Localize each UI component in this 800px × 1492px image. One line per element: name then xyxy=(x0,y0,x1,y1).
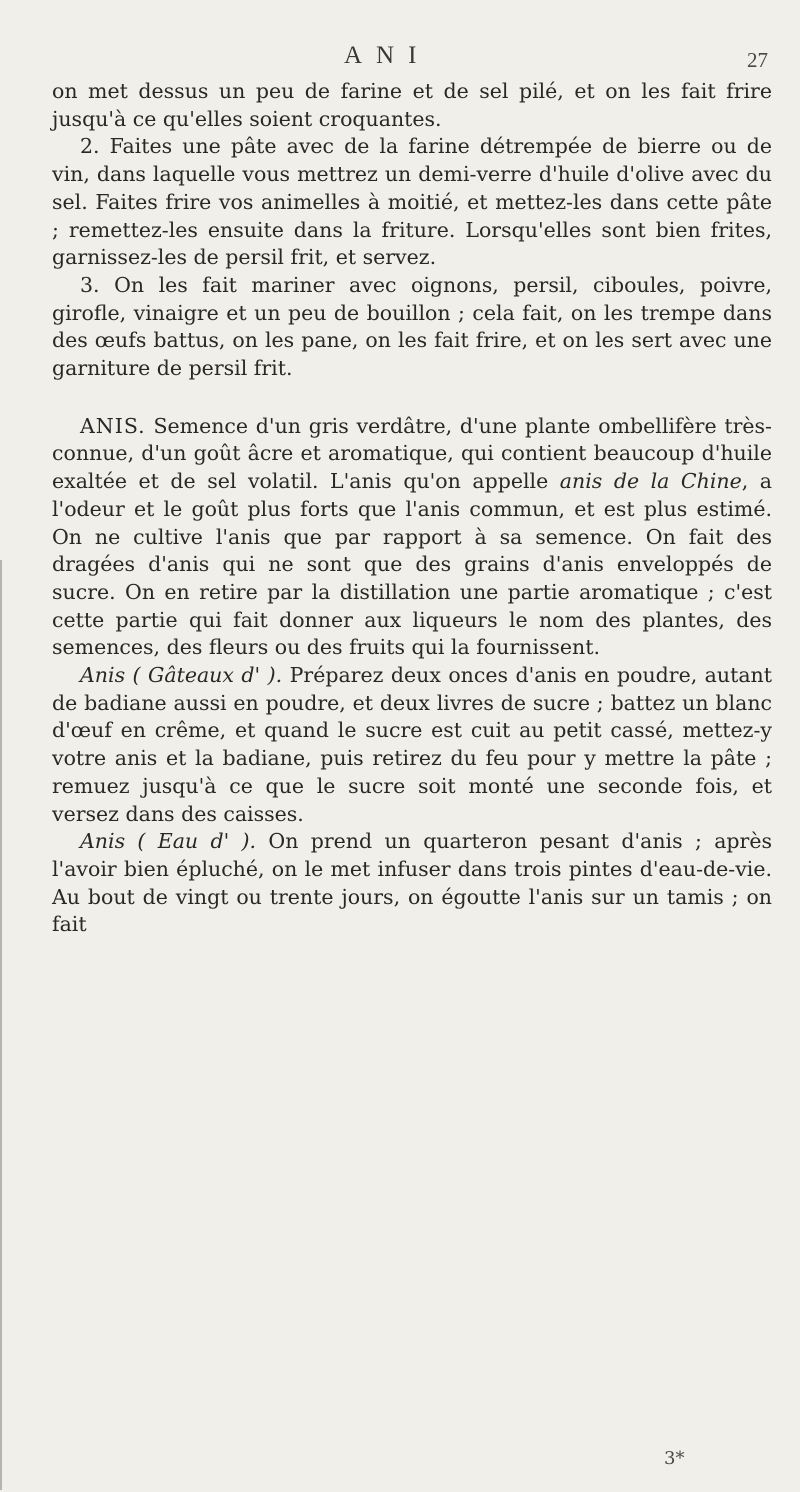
entry-headword: ANIS. xyxy=(80,413,146,438)
subentry-title-eau: Anis ( Eau d' ). xyxy=(80,829,257,854)
entry-anis-text-2: , a l'odeur et le goût plus forts que l'anis commun, et est plus estimé. On ne cultive l'anis que par rapport à sa semence. On fait des dragées d'anis qui ne sont que des grains d'anis enveloppés de sucre. On en retire par la distillation une partie aromatique ; c'est cette partie qui fait donner aux liqueurs le nom des plantes, des semences, des fleurs ou des fruits qui la fournissent. xyxy=(52,469,772,660)
entry-anis-italic: anis de la Chine xyxy=(559,469,742,494)
subentry-eau-text: On prend un quarteron pesant d'anis ; après l'avoir bien épluché, on le met infuser dans trois pintes d'eau-de-vie. Au bout de vingt ou trente jours, on égoutte l'anis sur un tamis ; on fait xyxy=(52,829,772,937)
page-header xyxy=(0,42,800,76)
page-edge-line xyxy=(0,560,2,1490)
body-text xyxy=(52,78,772,939)
page-number: 27 xyxy=(747,48,768,72)
paragraph-method-3: 3. On les fait mariner avec oignons, persil, ciboules, poivre, girofle, vinaigre et un peu de bouillon ; cela fait, on les trempe dans des œufs battus, on les pane, on les fait frire, et on les sert avec une garniture de persil frit. xyxy=(52,272,772,381)
running-head: ANI xyxy=(344,42,431,69)
paragraph-method-2: 2. Faites une pâte avec de la farine détrempée de bierre ou de vin, dans laquelle vous mettrez un demi-verre d'huile d'olive avec du sel. Faites frire vos animelles à moitié, et mettez-les dans cette pâte ; remettez-les ensuite dans la friture. Lorsqu'elles sont bien frites, garnissez-les de persil frit, et servez. xyxy=(52,134,772,270)
entry-anis-eau xyxy=(52,828,772,939)
paragraph-continuation: on met dessus un peu de farine et de sel pilé, et on les fait frire jusqu'à ce qu'elles soient croquantes. xyxy=(52,79,772,131)
section-gap xyxy=(52,383,772,413)
entry-anis xyxy=(52,413,772,662)
signature-mark: 3* xyxy=(664,1448,685,1469)
subentry-title-gateaux: Anis ( Gâteaux d' ). xyxy=(80,663,283,688)
subentry-gateaux-text: Préparez deux onces d'anis en poudre, autant de badiane aussi en poudre, et deux livres de sucre ; battez un blanc d'œuf en crême, et quand le sucre est cuit au petit cassé, mettez-y votre anis et la badiane, puis retirez du feu pour y mettre la pâte ; remuez jusqu'à ce que le sucre soit monté une seconde fois, et versez dans des caisses. xyxy=(52,663,772,826)
entry-anis-text-1: Semence d'un gris verdâtre, d'une plante ombellifère très-connue, d'un goût âcre et aromatique, qui contient beaucoup d'huile exaltée et de sel volatil. L'anis qu'on appelle xyxy=(52,413,772,494)
entry-anis-gateaux xyxy=(52,662,772,828)
